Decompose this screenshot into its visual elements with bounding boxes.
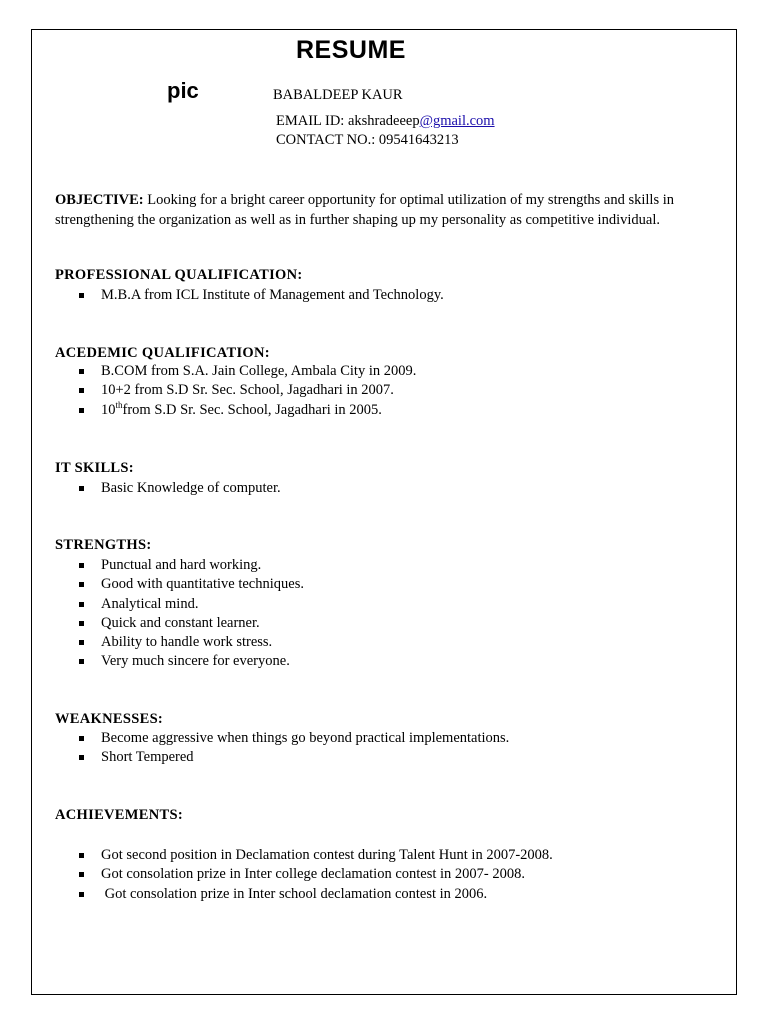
list-item — [75, 556, 304, 575]
academic-qualification-heading: ACEDEMIC QUALIFICATION: — [55, 345, 270, 361]
objective-section — [55, 190, 725, 230]
list-item-text: Got consolation prize in Inter school declamation contest in 2006. — [101, 885, 488, 902]
list-item-text: Basic Knowledge of computer. — [101, 480, 281, 496]
list-item — [75, 729, 509, 748]
objective-label: OBJECTIVE: — [55, 192, 144, 208]
list-item-text: M.B.A from ICL Institute of Management and Technology. — [101, 287, 444, 303]
contact-number: CONTACT NO.: 09541643213 — [276, 132, 459, 148]
list-item — [75, 575, 304, 594]
list-item-text: 10+2 from S.D Sr. Sec. School, Jagadhari in 2007. — [101, 382, 394, 399]
objective-text: Looking for a bright career opportunity for optimal utilization of my strengths and skills in strengthening the organization as well as in further shaping up my personality as competitive individual. — [55, 192, 674, 228]
list-item — [75, 748, 509, 767]
bullet-icon — [79, 602, 84, 607]
list-item — [75, 614, 304, 633]
strengths-list — [75, 556, 304, 672]
list-item-text: Got consolation prize in Inter college declamation contest in 2007- 2008. — [101, 866, 526, 883]
list-item — [75, 479, 281, 498]
list-item-text: Ability to handle work stress. — [101, 634, 273, 651]
bullet-icon — [79, 582, 84, 587]
candidate-name: BABALDEEP KAUR — [273, 87, 403, 103]
list-item-text: Become aggressive when things go beyond practical implementations. — [101, 730, 510, 746]
list-item-text: B.COM from S.A. Jain College, Ambala City in 2009. — [101, 363, 417, 379]
list-item — [75, 846, 553, 865]
list-item — [75, 595, 304, 614]
list-item — [75, 286, 444, 305]
list-item — [75, 362, 416, 381]
bullet-icon — [79, 755, 84, 760]
bullet-icon — [79, 369, 84, 374]
achievements-list — [75, 846, 553, 904]
bullet-icon — [79, 872, 84, 877]
weaknesses-list — [75, 729, 509, 768]
professional-qualification-list — [75, 286, 444, 305]
bullet-icon — [79, 640, 84, 645]
resume-title: RESUME — [296, 36, 406, 64]
list-item — [75, 865, 553, 884]
weaknesses-heading: WEAKNESSES: — [55, 711, 164, 727]
professional-qualification-heading: PROFESSIONAL QUALIFICATION: — [55, 267, 303, 283]
email-link[interactable]: @gmail.com — [419, 113, 495, 129]
bullet-icon — [79, 621, 84, 626]
list-item-text: Good with quantitative techniques. — [101, 576, 304, 593]
email-line — [276, 113, 495, 130]
list-item-text: Quick and constant learner. — [101, 614, 260, 631]
list-item-text: from S.D Sr. Sec. School, Jagadhari in 2005. — [122, 401, 382, 418]
bullet-icon — [79, 408, 84, 413]
it-skills-list — [75, 479, 281, 498]
academic-qualification-list — [75, 362, 416, 420]
list-item-text: Very much sincere for everyone. — [101, 653, 290, 670]
list-item-text: Got second position in Declamation contest during Talent Hunt in 2007-2008. — [101, 847, 553, 863]
list-item — [75, 633, 304, 652]
achievements-heading: ACHIEVEMENTS: — [55, 807, 183, 823]
bullet-icon — [79, 892, 84, 897]
list-item — [75, 381, 416, 400]
photo-placeholder: pic — [167, 78, 199, 103]
bullet-icon — [79, 563, 84, 568]
it-skills-heading: IT SKILLS: — [55, 460, 134, 476]
list-item-text: Punctual and hard working. — [101, 557, 262, 573]
list-item-text: Analytical mind. — [101, 595, 199, 612]
list-item — [75, 885, 553, 904]
email-label: EMAIL ID: akshradeeep — [276, 113, 420, 129]
list-item — [75, 652, 304, 671]
bullet-icon — [79, 388, 84, 393]
strengths-heading: STRENGTHS: — [55, 537, 152, 553]
tenth-superscript: th — [115, 399, 123, 410]
list-item — [75, 401, 416, 420]
bullet-icon — [79, 736, 84, 741]
tenth-prefix: 10 — [101, 401, 116, 418]
list-item-text: Short Tempered — [101, 749, 194, 766]
bullet-icon — [79, 853, 84, 858]
bullet-icon — [79, 659, 84, 664]
bullet-icon — [79, 293, 84, 298]
bullet-icon — [79, 486, 84, 491]
